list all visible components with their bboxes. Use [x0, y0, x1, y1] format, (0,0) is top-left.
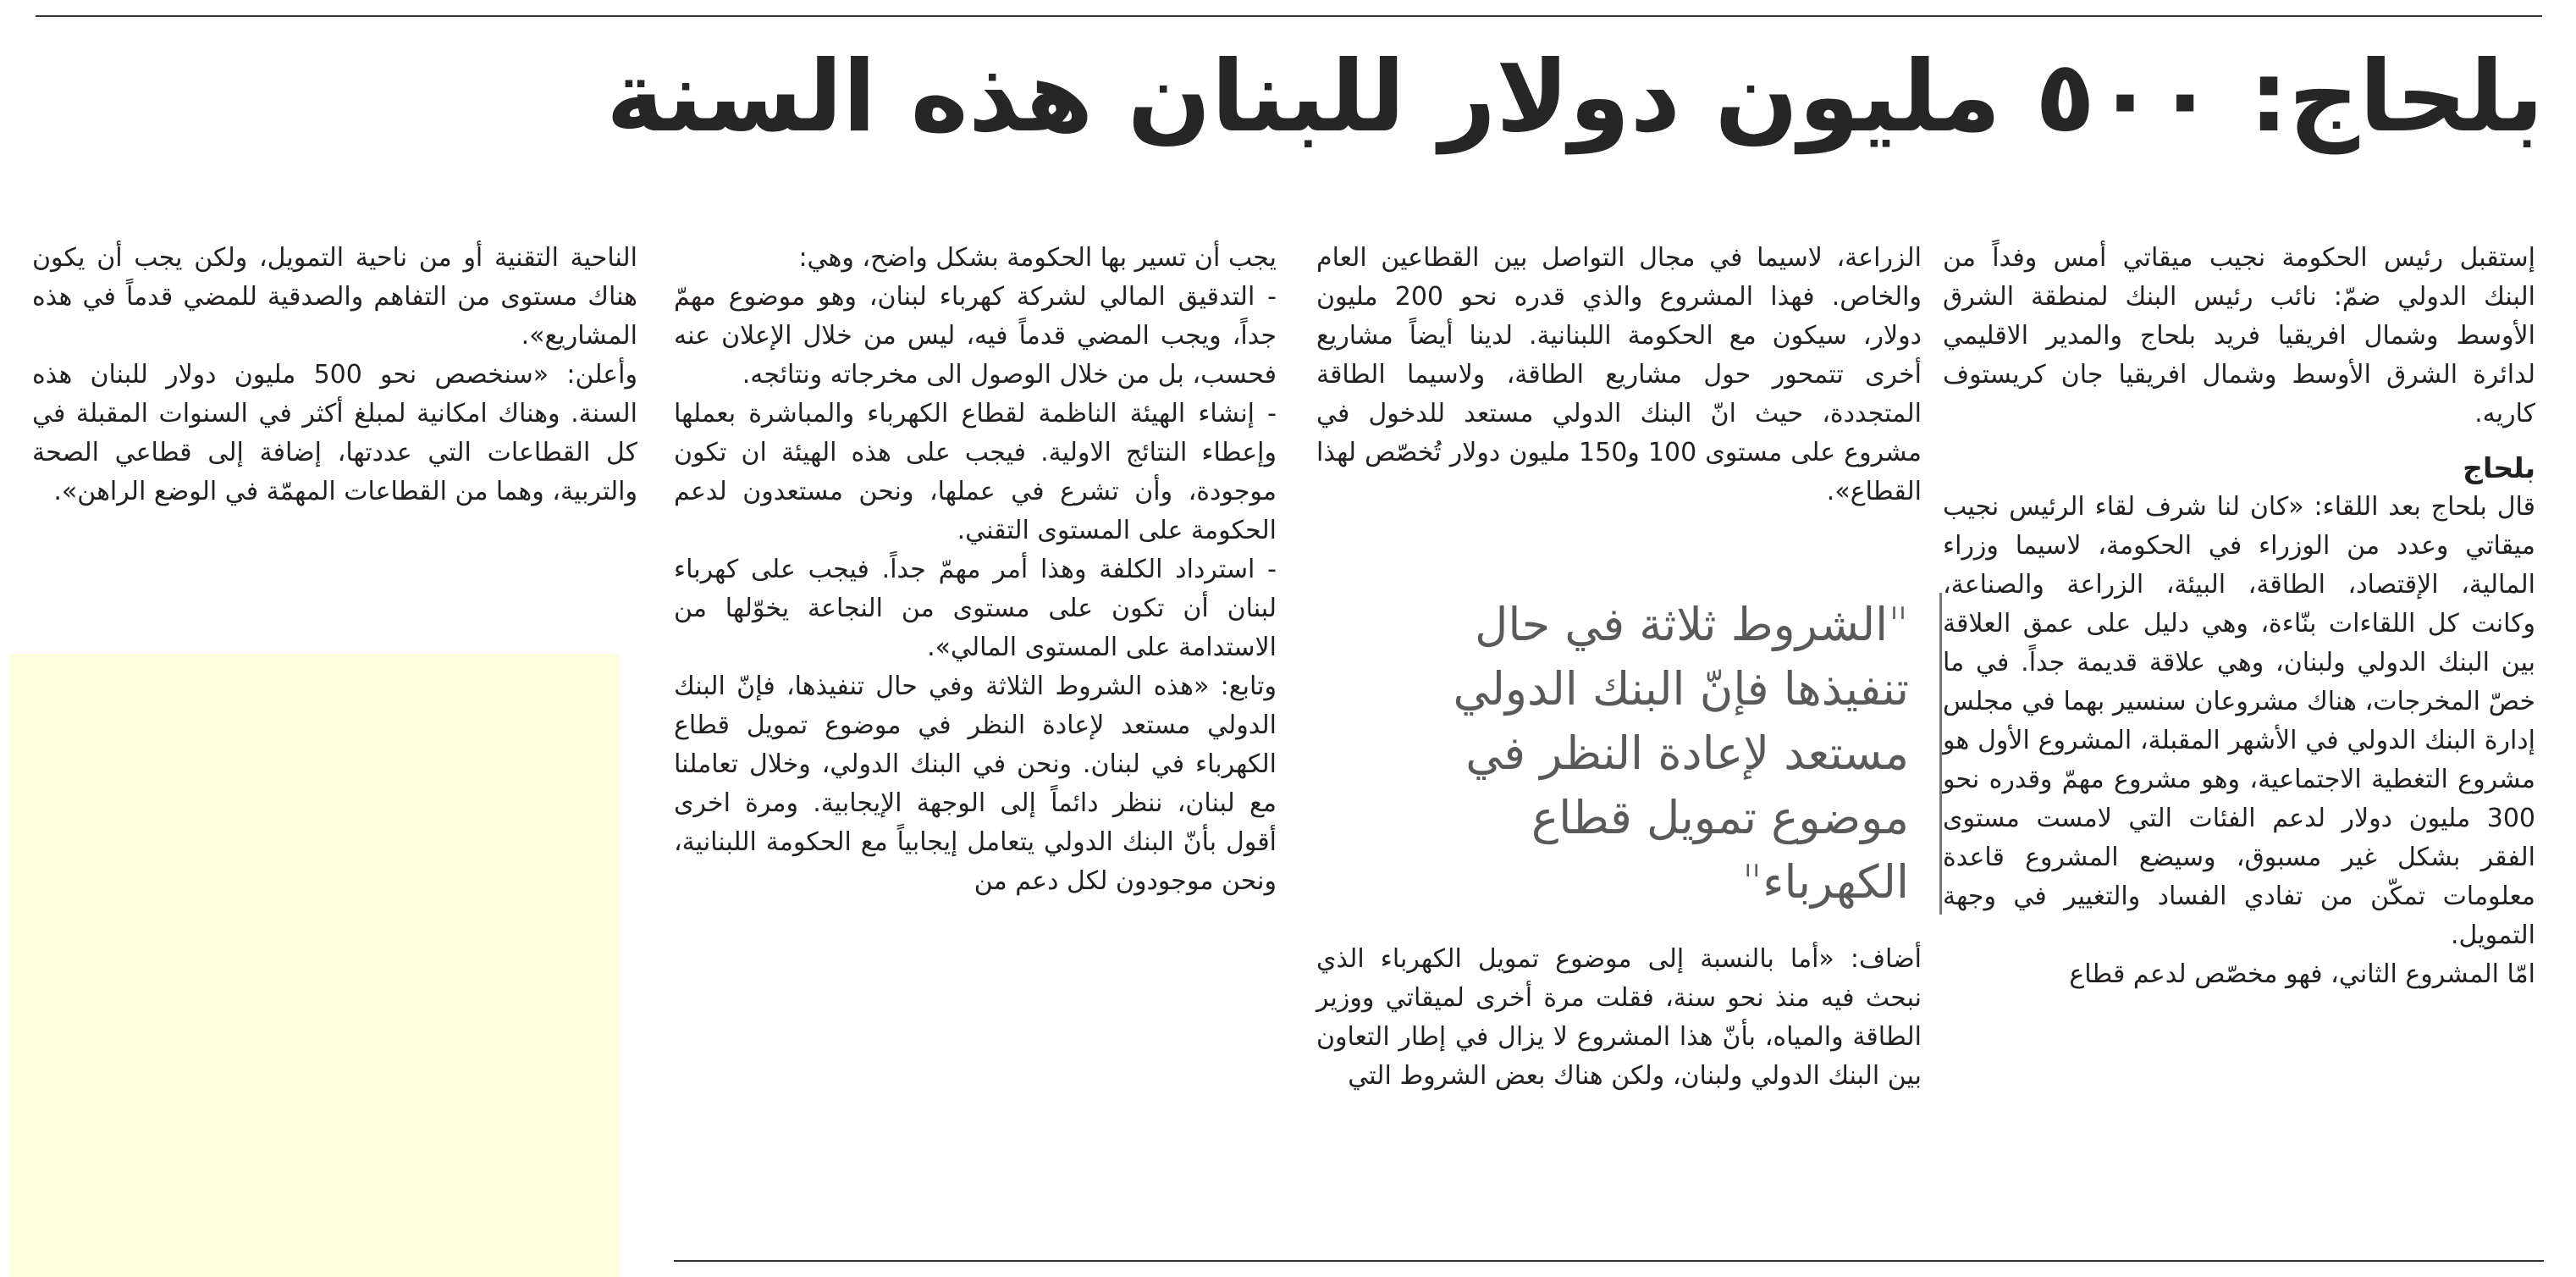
paragraph: الناحية التقنية أو من ناحية التمويل، ولكن يجب أن يكون هناك مستوى من التفاهم والصدقية للمضي قدماً في هذه المشاريع».: [32, 243, 637, 351]
column-3: [674, 239, 1277, 901]
subheading: بلحاج: [2463, 451, 2535, 484]
column-2: [1316, 239, 1922, 511]
paragraph: - إنشاء الهيئة الناظمة لقطاع الكهرباء والمباشرة بعملها وإعطاء النتائج الاولية. فيجب على هذه الهيئة ان تكون موجودة، وأن تشرع في عملها، ونحن مستعدون لدعم الحكومة على المستوى التقني.: [674, 399, 1277, 545]
pull-quote: "الشروط ثلاثة في حال تنفيذها فإنّ البنك الدولي مستعد لإعادة النظر في موضوع تمويل قطاع الكهرباء": [1359, 593, 1942, 915]
paragraph: - التدقيق المالي لشركة كهرباء لبنان، وهو موضوع مهمّ جداً، ويجب المضي قدماً فيه، ليس من خلال الإعلان عنه فحسب، بل من خلال الوصول الى مخرجاته ونتائجه.: [674, 282, 1277, 390]
paragraph: الزراعة، لاسيما في مجال التواصل بين القطاعين العام والخاص. فهذا المشروع والذي قدره نحو 200 مليون دولار، سيكون مع الحكومة اللبنانية. لدينا أيضاً مشاريع أخرى تتمحور حول مشاريع الطاقة، ولاسيما الطاقة المتجددة، حيث انّ البنك الدولي مستعد للدخول في مشروع على مستوى 100 و150 مليون دولار تُخصّص لهذا القطاع».: [1316, 243, 1922, 506]
paragraph: قال بلحاج بعد اللقاء: «كان لنا شرف لقاء الرئيس نجيب ميقاتي وعدد من الوزراء في الحكومة، لاسيما وزراء المالية، الإقتصاد، الطاقة، البيئة، الزراعة والصناعة، وكانت كل اللقاءات بنّاءة، وهي دليل على عمق العلاقة بين البنك الدولي ولبنان، وهي علاقة قديمة جداً. في ما خصّ المخرجات، هناك مشروعان سنسير بهما في مجلس إدارة البنك الدولي في الأشهر المقبلة، المشروع الأول هو مشروع التغطية الاجتماعية، وهو مشروع مهمّ وقدره نحو 300 مليون دولار لدعم الفئات التي لامست مستوى الفقر بشكل غير مسبوق، وسيضع المشروع قاعدة معلومات تمكّن من تفادي الفساد والتغيير في وجهة التمويل.: [1943, 492, 2535, 950]
column-2-continued: [1316, 940, 1922, 1096]
paragraph: أضاف: «أما بالنسبة إلى موضوع تمويل الكهرباء الذي نبحث فيه منذ نحو سنة، فقلت مرة أخرى لميقاتي ووزير الطاقة والمياه، بأنّ هذا المشروع لا يزال في إطار التعاون بين البنك الدولي ولبنان، ولكن هناك بعض الشروط التي: [1316, 944, 1922, 1091]
paragraph: يجب أن تسير بها الحكومة بشكل واضح، وهي:: [798, 243, 1277, 273]
headline: بلحاج: ٥٠٠ مليون دولار للبنان هذه السنة: [606, 40, 2544, 154]
paragraph: إستقبل رئيس الحكومة نجيب ميقاتي أمس وفداً من البنك الدولي ضمّ: نائب رئيس البنك لمنطقة الشرق الأوسط وشمال افريقيا فريد بلحاج والمدير الاقليمي لدائرة الشرق الأوسط وشمال افريقيا جان كريستوف كاريه.: [1943, 243, 2535, 428]
column-4: [32, 239, 637, 511]
paragraph: - استرداد الكلفة وهذا أمر مهمّ جداً. فيجب على كهرباء لبنان أن تكون على مستوى من النجاعة يخوّلها من الاستدامة على المستوى المالي».: [674, 555, 1277, 662]
paragraph: وتابع: «هذه الشروط الثلاثة وفي حال تنفيذها، فإنّ البنك الدولي مستعد لإعادة النظر في موضوع تمويل قطاع الكهرباء في لبنان. ونحن في البنك الدولي، وخلال تعاملنا مع لبنان، ننظر دائماً إلى الوجهة الإيجابية. ومرة اخرى أقول بأنّ البنك الدولي يتعامل إيجابياً مع الحكومة اللبنانية، ونحن موجودون لكل دعم من: [674, 672, 1277, 896]
paragraph: امّا المشروع الثاني، فهو مخصّص لدعم قطاع: [2069, 959, 2535, 989]
column-1: [1943, 239, 2535, 994]
highlight-box: [10, 654, 620, 1277]
bottom-rule: [674, 1260, 2544, 1262]
top-rule: [36, 15, 2542, 17]
paragraph: وأعلن: «سنخصص نحو 500 مليون دولار للبنان هذه السنة. وهناك امكانية لمبلغ أكثر في السنوات المقبلة في كل القطاعات التي عددتها، إضافة إلى قطاعي الصحة والتربية، وهما من القطاعات المهمّة في الوضع الراهن».: [32, 360, 637, 506]
